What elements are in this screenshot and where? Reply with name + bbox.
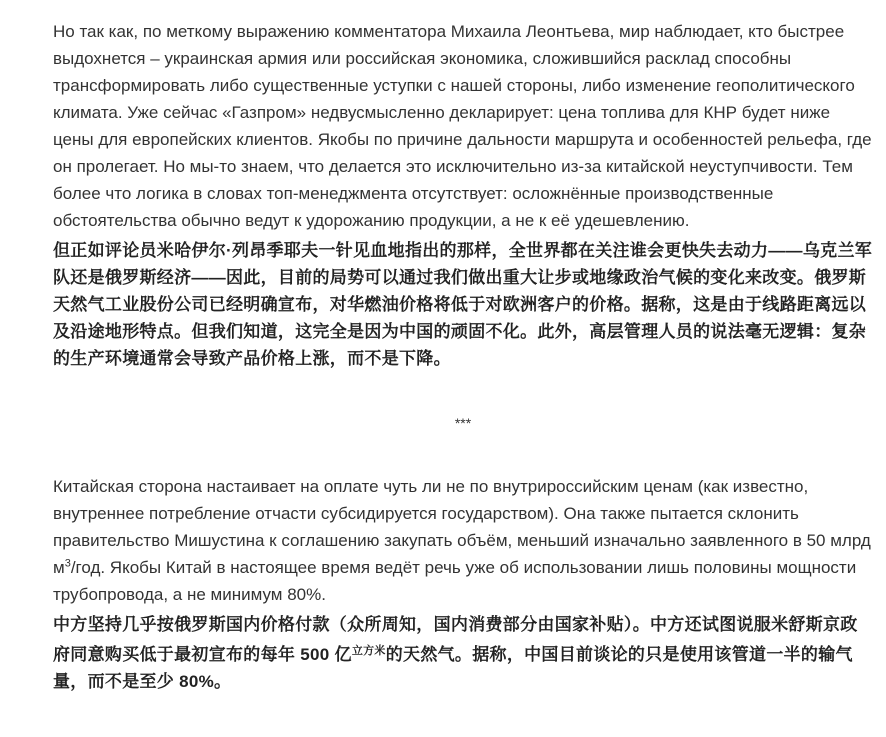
paragraph-chinese-2-part-a: 中方坚持几乎按俄罗斯国内价格付款（众所周知，国内消费部分由国家补贴）。中方还试图说服米舒斯京政府同意购买低于最初宣布的每年 500 亿: [53, 615, 858, 664]
section-divider: ***: [454, 415, 472, 431]
article-body: [53, 18, 873, 695]
paragraph-chinese-1: 但正如评论员米哈伊尔·列昂季耶夫一针见血地指出的那样，全世界都在关注谁会更快失去动力——乌克兰军队还是俄罗斯经济——因此，目前的局势可以通过我们做出重大让步或地缘政治气候的变化来改变。俄罗斯天然气工业股份公司已经明确宣布，对华燃油价格将低于对欧洲客户的价格。据称，这是由于线路距离远以及沿途地形特点。但我们知道，这完全是因为中国的顽固不化。此外，高层管理人员的说法毫无逻辑：复杂的生产环境通常会导致产品价格上涨，而不是下降。: [53, 241, 873, 368]
paragraph-russian-2-part-a: Китайская сторона настаивает на оплате чуть ли не по внутрироссийским ценам (как известно, внутреннее потребление отчасти субсидируется государством). Она также пытается склонить правительство Мишустина к соглашению закупать объём, меньший изначально заявленного в 50 млрд м: [53, 477, 871, 577]
paragraph-russian-2: [53, 473, 873, 608]
superscript-cubic: 3: [64, 557, 71, 570]
paragraph-chinese-2-part-b: 的天然气。据称，中国目前谈论的只是使用该管道一半的输气量，而不是至少 80%。: [53, 645, 853, 691]
paragraph-russian-2-part-b: /год. Якобы Китай в настоящее время ведёт речь уже об использовании лишь половины мощности трубопровода, а не минимум 80%.: [53, 558, 857, 604]
paragraph-chinese-2: [53, 611, 873, 695]
superscript-cubic-meter: 立方米: [351, 645, 386, 657]
paragraph-russian-1: Но так как, по меткому выражению комментатора Михаила Леонтьева, мир наблюдает, кто быстрее выдохнется – украинская армия или российская экономика, сложившийся расклад способны трансформировать либо существенные уступки с нашей стороны, либо изменение геополитического климата. Уже сейчас «Газпром» недвусмысленно декларирует: цена топлива для КНР будет ниже цены для европейских клиентов. Якобы по причине дальности маршрута и особенностей рельефа, где он пролегает. Но мы-то знаем, что делается это исключительно из-за китайской неуступчивости. Тем более что логика в словах топ-менеджмента отсутствует: осложнённые производственные обстоятельства обычно ведут к удорожанию продукции, а не к её удешевлению.: [53, 22, 872, 230]
